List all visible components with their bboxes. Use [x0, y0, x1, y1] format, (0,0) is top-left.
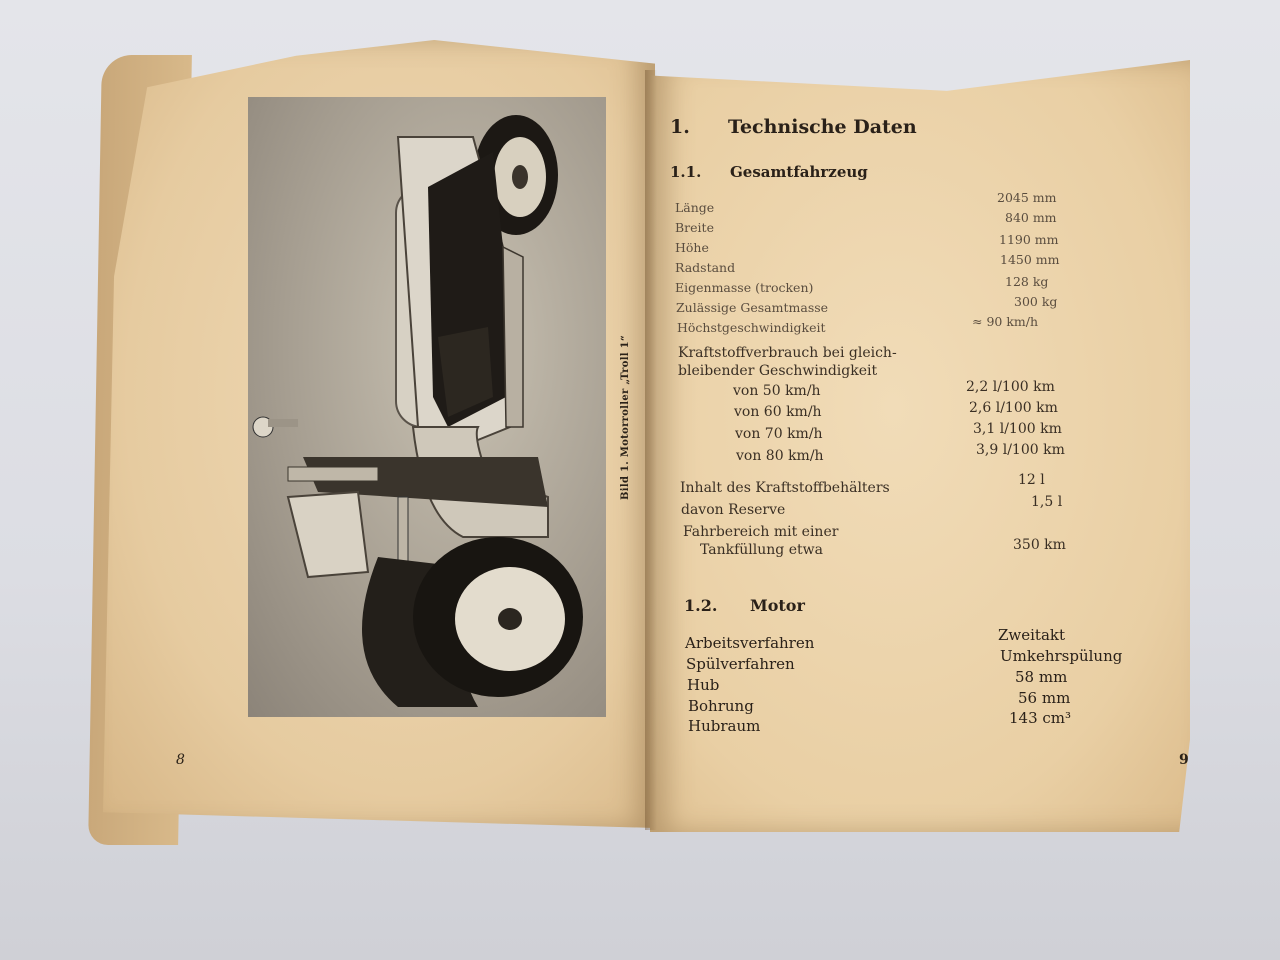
figure-caption: Bild 1. Motorroller „Troll 1“: [620, 335, 631, 500]
spec-label: Bohrung: [688, 697, 754, 715]
spec-value: 1450 mm: [1000, 252, 1060, 267]
spec-label: Arbeitsverfahren: [685, 634, 815, 652]
spec-value: Umkehrspülung: [1000, 647, 1123, 665]
spec-value: Zweitakt: [998, 626, 1066, 644]
spec-label: Spülverfahren: [686, 655, 795, 673]
spec-label: Hub: [687, 676, 720, 694]
consumption-value: 3,9 l/100 km: [976, 442, 1065, 458]
spec-value: 58 mm: [1015, 668, 1068, 686]
consumption-heading-line2: bleibender Geschwindigkeit: [678, 363, 878, 379]
spec-label: Höchstgeschwindigkeit: [677, 320, 826, 335]
spec-value: ≈ 90 km/h: [972, 314, 1039, 329]
range-value: 350 km: [1013, 537, 1066, 553]
spec-label: Hubraum: [688, 717, 761, 735]
spec-value: 840 mm: [1005, 210, 1057, 225]
consumption-value: 2,2 l/100 km: [966, 379, 1055, 395]
subsection-number: 1.1.: [670, 163, 702, 181]
consumption-speed: von 70 km/h: [735, 426, 823, 442]
spec-label: Radstand: [675, 260, 736, 275]
spec-value: 143 cm³: [1009, 709, 1072, 727]
consumption-value: 3,1 l/100 km: [973, 421, 1062, 437]
subsection-title: Gesamtfahrzeug: [730, 163, 868, 181]
spec-label: Höhe: [675, 240, 709, 255]
tank-label: davon Reserve: [681, 502, 786, 518]
spec-label: Breite: [675, 220, 714, 235]
range-label-line2: Tankfüllung etwa: [700, 542, 823, 558]
section-title: Technische Daten: [728, 116, 917, 138]
spec-value: 300 kg: [1014, 294, 1058, 309]
spec-label: Zulässige Gesamtmasse: [676, 300, 829, 315]
consumption-heading-line1: Kraftstoffverbrauch bei gleich-: [678, 345, 897, 361]
spec-value: 2045 mm: [997, 190, 1057, 205]
spec-label: Länge: [675, 200, 715, 215]
tank-value: 1,5 l: [1031, 494, 1063, 510]
consumption-value: 2,6 l/100 km: [969, 400, 1058, 416]
spec-value: 128 kg: [1005, 274, 1049, 289]
consumption-speed: von 60 km/h: [734, 404, 822, 420]
spec-value: 56 mm: [1018, 689, 1071, 707]
consumption-speed: von 80 km/h: [736, 448, 824, 464]
scooter-photo: [248, 97, 606, 717]
page-number-right: 9: [1179, 752, 1189, 768]
scooter-illustration: [248, 97, 606, 717]
range-label-line1: Fahrbereich mit einer: [683, 524, 839, 540]
spec-value: 1190 mm: [999, 232, 1059, 247]
page-number-left: 8: [176, 752, 185, 768]
book-gutter: [645, 70, 657, 830]
section-number: 1.: [670, 116, 690, 138]
tank-value: 12 l: [1018, 472, 1045, 488]
spec-label: Eigenmasse (trocken): [675, 280, 814, 295]
consumption-speed: von 50 km/h: [733, 383, 821, 399]
subsection-title: Motor: [750, 596, 805, 615]
tank-label: Inhalt des Kraftstoffbehälters: [680, 480, 890, 496]
subsection-number: 1.2.: [684, 596, 718, 615]
